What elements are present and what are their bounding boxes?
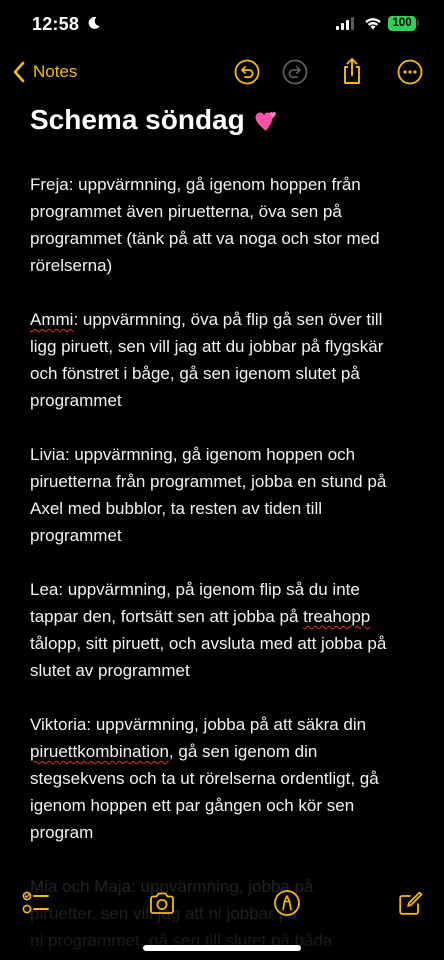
share-icon[interactable] [340,57,364,85]
battery-indicator: 100 [388,16,416,31]
spell-flagged-word: piruettkombination [30,742,169,761]
back-button[interactable] [12,58,77,86]
more-icon[interactable] [397,59,423,85]
markup-icon[interactable] [273,889,301,917]
note-paragraph: Livia: uppvärmning, gå igenom hoppen och piruetterna från programmet, jobba en stund på Axel med bubblor, ta resten av tiden till programmet [30,445,387,545]
status-bar [0,0,444,50]
moon-icon [87,16,101,30]
paragraph-text: Viktoria: uppvärmning, jobba på att säkra din [30,715,367,734]
redo-icon[interactable] [282,59,308,85]
note-paragraph [30,306,430,414]
signal-icon [336,17,355,30]
paragraph-text: tålopp, sitt piruett, och avsluta med att jobba på slutet av programmet [30,634,387,680]
note-paragraph [30,576,430,684]
checklist-icon[interactable] [22,889,50,917]
back-label: Notes [33,62,78,81]
status-time: 12:58 [32,14,80,34]
home-indicator[interactable] [143,945,301,951]
wifi-icon [364,16,382,30]
camera-icon[interactable] [148,889,176,917]
battery-tip [417,20,419,26]
note-body[interactable] [30,171,430,960]
note-title[interactable]: Schema söndag [30,104,245,135]
compose-icon[interactable] [397,889,425,917]
spell-flagged-word: treahopp [303,607,371,626]
spell-flagged-word: Ammi [30,310,74,329]
paragraph-text: Lea: uppvärmning, på igenom flip så du inte tappar den, fortsätt sen att jobba på [30,580,360,626]
note-paragraph [30,711,430,846]
undo-icon[interactable] [234,59,260,85]
two-hearts-icon [250,104,280,134]
paragraph-text: : uppvärmning, öva på flip gå sen över till ligg piruett, sen vill jag att du jobbar på flygskär och fönstret i båge, gå sen igenom slutet på programmet [30,310,384,410]
chevron-left-icon [12,61,26,83]
paragraph-text: , gå sen igenom din stegsekvens och ta ut rörelserna ordentligt, gå igenom hoppen ett par gången och kör sen program [30,742,379,842]
note-paragraph: Freja: uppvärmning, gå igenom hoppen från programmet även piruetterna, öva sen på programmet (tänk på att va noga och stor med rörelserna) [30,175,380,275]
